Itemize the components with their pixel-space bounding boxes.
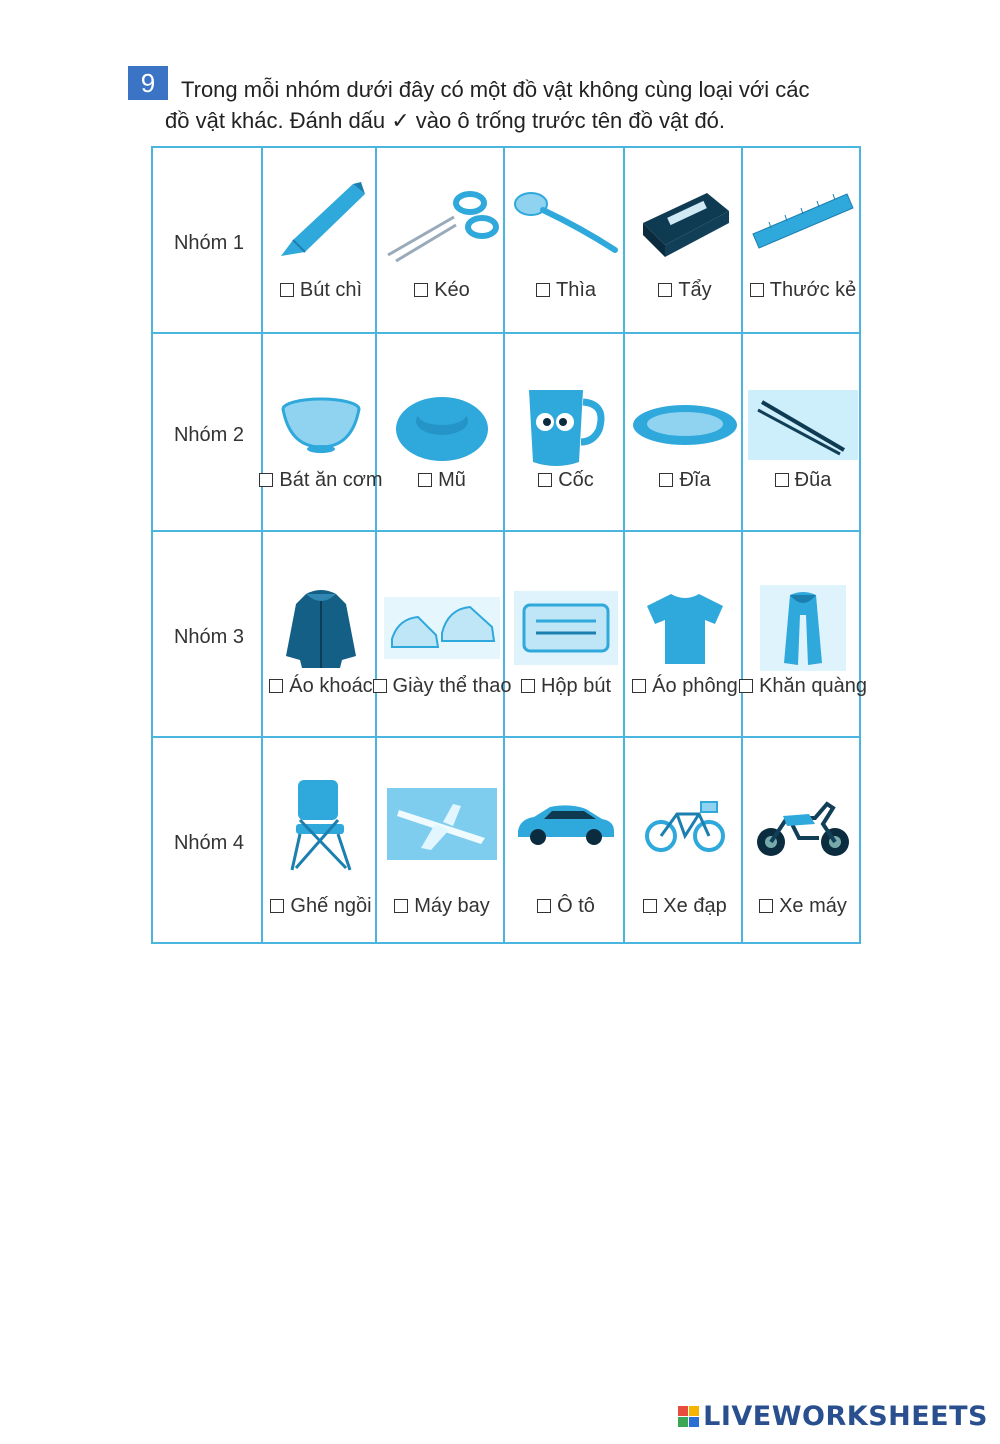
answer-option[interactable] [265,280,377,301]
group-label: Nhóm 3 [173,626,245,648]
answer-checkbox[interactable] [414,283,428,297]
answer-checkbox[interactable] [775,473,789,487]
answer-checkbox[interactable] [536,283,550,297]
answer-checkbox[interactable] [280,283,294,297]
answer-checkbox[interactable] [373,679,387,693]
answer-option[interactable] [745,896,861,917]
hat-icon [379,370,505,480]
answer-option[interactable] [379,896,505,917]
answer-checkbox[interactable] [739,679,753,693]
answer-option[interactable] [265,469,383,491]
answer-option[interactable] [627,280,743,301]
answer-option[interactable] [379,470,505,491]
scissors-icon [379,168,505,278]
answer-option-label: Cốc [558,469,594,491]
answer-checkbox[interactable] [418,473,432,487]
answer-option-label: Thìa [555,279,597,301]
group-label: Nhóm 2 [173,424,245,446]
motorbike-icon [745,764,861,884]
answer-option-label: Áo phông [652,675,738,697]
answer-checkbox[interactable] [632,679,646,693]
chair-icon [265,764,377,884]
spoon-icon [507,168,625,278]
pencil-case-icon [507,568,625,688]
answer-option[interactable] [627,470,743,491]
answer-option-label: Xe đạp [663,895,727,917]
liveworksheets-logo [678,1401,988,1432]
sneakers-icon [379,568,505,688]
ruler-icon [745,168,861,278]
answer-option-label: Khăn quàng [759,675,867,697]
bowl-icon [265,370,377,480]
instruction-line-2: đồ vật khác. Đánh dấu ✓ vào ô trống trước tên đồ vật đó. [165,108,726,133]
bicycle-icon [627,764,743,884]
eraser-icon [627,168,743,278]
answer-option-label: Giày thể thao [392,675,512,697]
answer-checkbox[interactable] [394,899,408,913]
answer-option-label: Thước kẻ [769,279,857,301]
brand-name: LIVEWORKSHEETS [703,1401,988,1432]
answer-option-label: Bút chì [299,279,363,301]
answer-checkbox[interactable] [521,679,535,693]
answer-option-label: Tẩy [678,279,712,301]
answer-option[interactable] [507,280,625,301]
chopsticks-icon [745,370,861,480]
exercise-instruction [165,74,885,136]
answer-option[interactable] [627,896,743,917]
answer-option-label: Áo khoác [289,675,373,697]
instruction-line-1: Trong mỗi nhóm dưới đây có một đồ vật không cùng loại với các [181,77,810,102]
answer-option-label: Mũ [438,469,466,491]
cup-icon [507,370,625,480]
plate-icon [627,370,743,480]
airplane-icon [379,764,505,884]
answer-checkbox[interactable] [643,899,657,913]
answer-checkbox[interactable] [538,473,552,487]
answer-option-label: Máy bay [414,895,490,917]
answer-checkbox[interactable] [750,283,764,297]
answer-option[interactable] [745,470,861,491]
answer-option[interactable] [507,676,625,697]
answer-option[interactable] [627,676,743,697]
answer-checkbox[interactable] [759,899,773,913]
answer-checkbox[interactable] [269,679,283,693]
answer-option[interactable] [507,470,625,491]
exercise-table [151,146,867,944]
pencil-icon [265,168,377,278]
answer-option-label: Đĩa [679,469,711,491]
group-label: Nhóm 4 [173,832,245,854]
answer-option-label: Xe máy [779,895,847,917]
answer-checkbox[interactable] [659,473,673,487]
answer-option-label: Hộp bút [540,675,612,697]
answer-checkbox[interactable] [537,899,551,913]
answer-option[interactable] [265,896,377,917]
logo-mark-icon [678,1406,699,1427]
answer-option[interactable] [265,676,377,697]
answer-checkbox[interactable] [270,899,284,913]
scarf-icon [745,568,861,688]
answer-option-label: Kéo [434,279,470,301]
answer-option[interactable] [745,280,861,301]
answer-option-label: Bát ăn cơm [279,469,383,491]
answer-checkbox[interactable] [658,283,672,297]
answer-option[interactable] [507,896,625,917]
answer-option[interactable] [379,280,505,301]
answer-option[interactable] [379,675,512,697]
exercise-number-badge: 9 [128,66,168,100]
answer-option[interactable] [745,675,867,697]
t-shirt-icon [627,568,743,688]
jacket-icon [265,568,377,688]
answer-option-label: Ghế ngồi [290,895,372,917]
answer-checkbox[interactable] [259,473,273,487]
answer-option-label: Ô tô [557,895,595,917]
answer-option-label: Đũa [794,469,832,491]
car-icon [507,764,625,884]
group-label: Nhóm 1 [173,232,245,254]
